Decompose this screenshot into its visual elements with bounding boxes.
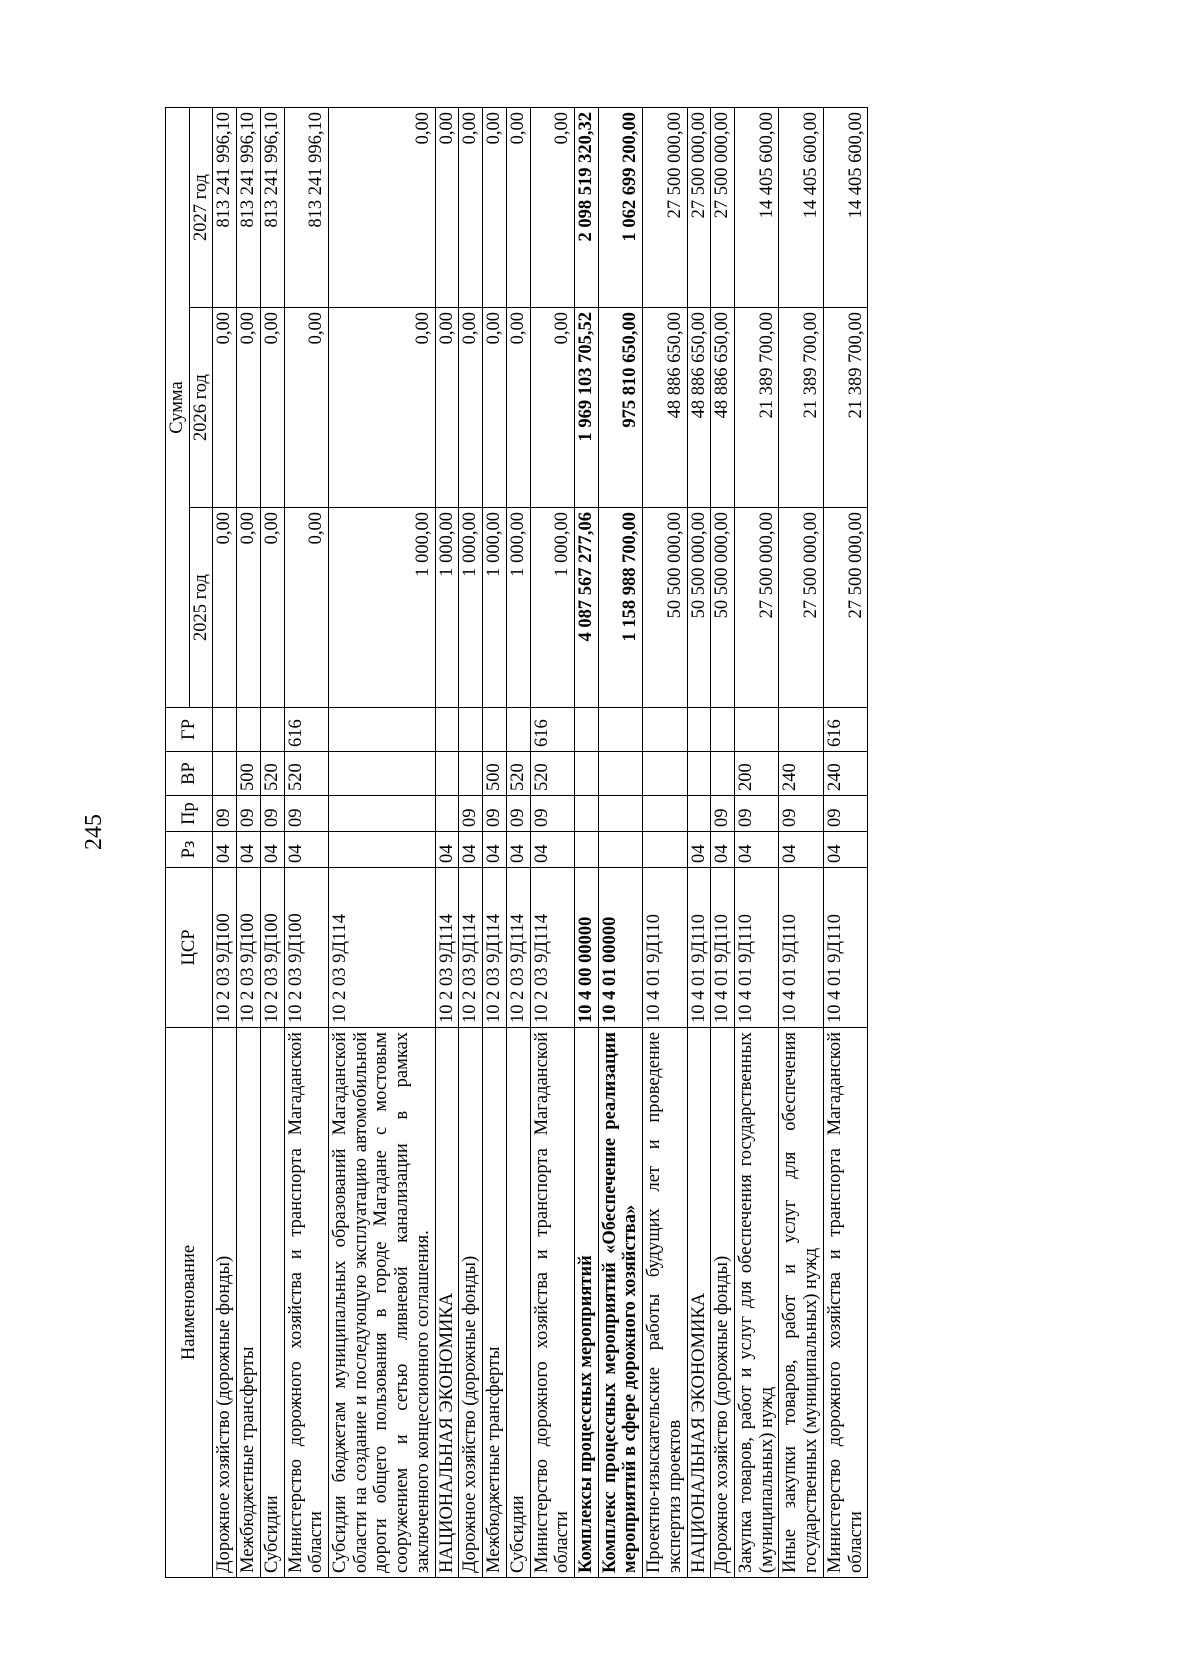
header-csr: ЦСР [166,868,213,1028]
table-row [711,107,735,1577]
cell-name: Комплекс процессных мероприятий «Обеспечение реализации мероприятий в сфере дорожного хозяйства» [598,1028,642,1578]
table-row [435,107,459,1577]
cell-gr [506,708,530,752]
cell-pr [329,796,436,832]
budget-table-frame [165,108,1090,1578]
cell-vr [459,752,483,796]
cell-y2027: 14 405 600,00 [823,107,867,307]
table-row [329,107,436,1577]
cell-name: Субсидии [260,1028,284,1578]
cell-name: Дорожное хозяйство (дорожные фонды) [711,1028,735,1578]
cell-gr [483,708,507,752]
cell-gr [260,708,284,752]
cell-y2026: 0,00 [483,308,507,508]
cell-name: Субсидии [506,1028,530,1578]
cell-y2026: 975 810 650,00 [598,308,642,508]
cell-gr: 616 [530,708,574,752]
cell-csr: 10 4 01 00000 [598,868,642,1028]
cell-rz: 04 [779,832,823,868]
cell-y2027: 813 241 996,10 [237,107,261,307]
cell-gr [643,708,687,752]
cell-vr: 520 [506,752,530,796]
cell-csr: 10 2 03 9Д100 [284,868,328,1028]
cell-vr [711,752,735,796]
cell-y2026: 0,00 [435,308,459,508]
cell-y2026: 21 389 700,00 [823,308,867,508]
cell-name: Дорожное хозяйство (дорожные фонды) [459,1028,483,1578]
cell-rz [574,832,598,868]
header-gr: ГР [166,708,213,752]
cell-y2025: 0,00 [213,508,237,708]
cell-pr: 09 [530,796,574,832]
cell-gr [329,708,436,752]
table-row [643,107,687,1577]
cell-y2026: 1 969 103 705,52 [574,308,598,508]
header-2026: 2026 год [189,308,213,508]
cell-pr: 09 [260,796,284,832]
cell-y2025: 1 158 988 700,00 [598,508,642,708]
cell-gr: 616 [823,708,867,752]
header-pr: Пр [166,796,213,832]
cell-gr [779,708,823,752]
cell-y2027: 813 241 996,10 [213,107,237,307]
table-row [823,107,867,1577]
cell-y2026: 48 886 650,00 [687,308,711,508]
cell-vr: 520 [284,752,328,796]
cell-vr: 200 [734,752,778,796]
cell-csr: 10 2 03 9Д114 [435,868,459,1028]
cell-y2027: 0,00 [459,107,483,307]
cell-gr: 616 [284,708,328,752]
cell-y2026: 0,00 [260,308,284,508]
cell-gr [237,708,261,752]
cell-csr: 10 4 00 00000 [574,868,598,1028]
cell-name: Межбюджетные трансферты [483,1028,507,1578]
cell-csr: 10 2 03 9Д114 [483,868,507,1028]
cell-rz [643,832,687,868]
table-row [213,107,237,1577]
cell-y2025: 50 500 000,00 [687,508,711,708]
cell-y2027: 813 241 996,10 [284,107,328,307]
cell-y2025: 1 000,00 [435,508,459,708]
cell-pr: 09 [237,796,261,832]
cell-rz: 04 [213,832,237,868]
cell-rz: 04 [237,832,261,868]
cell-csr: 10 2 03 9Д114 [530,868,574,1028]
cell-y2027: 27 500 000,00 [711,107,735,307]
cell-vr [598,752,642,796]
cell-rz: 04 [711,832,735,868]
table-body [213,107,868,1577]
cell-y2026: 21 389 700,00 [779,308,823,508]
cell-gr [213,708,237,752]
cell-name: Субсидии бюджетам муниципальных образований Магаданской области на создание и последующую эксплуатацию автомобильной дороги общего пользования в городе Магадане с мостовым сооружением и сетью ливневой канализации в рамках заключенного концессионного соглашения. [329,1028,436,1578]
cell-gr [598,708,642,752]
cell-name: Дорожное хозяйство (дорожные фонды) [213,1028,237,1578]
table-header [166,107,213,1577]
cell-pr [598,796,642,832]
cell-y2026: 0,00 [530,308,574,508]
cell-rz: 04 [459,832,483,868]
cell-csr: 10 4 01 9Д110 [779,868,823,1028]
table-row [687,107,711,1577]
cell-y2027: 0,00 [530,107,574,307]
cell-pr [574,796,598,832]
cell-pr [435,796,459,832]
cell-pr: 09 [779,796,823,832]
cell-y2027: 27 500 000,00 [643,107,687,307]
cell-pr: 09 [483,796,507,832]
cell-csr: 10 2 03 9Д100 [237,868,261,1028]
page-number: 245 [81,814,107,850]
cell-pr: 09 [734,796,778,832]
table-row [284,107,328,1577]
cell-vr [643,752,687,796]
cell-pr: 09 [459,796,483,832]
cell-y2026: 48 886 650,00 [711,308,735,508]
cell-y2025: 1 000,00 [329,508,436,708]
cell-rz: 04 [260,832,284,868]
cell-y2025: 1 000,00 [459,508,483,708]
cell-csr: 10 4 01 9Д110 [823,868,867,1028]
cell-y2027: 0,00 [483,107,507,307]
table-row [260,107,284,1577]
cell-y2025: 0,00 [260,508,284,708]
header-sum: Сумма [166,107,190,707]
cell-csr: 10 4 01 9Д110 [711,868,735,1028]
cell-y2025: 50 500 000,00 [643,508,687,708]
cell-y2026: 0,00 [237,308,261,508]
cell-rz: 04 [687,832,711,868]
cell-pr: 09 [506,796,530,832]
cell-gr [734,708,778,752]
cell-y2027: 813 241 996,10 [260,107,284,307]
header-rz: Рз [166,832,213,868]
cell-y2027: 0,00 [329,107,436,307]
header-vr: ВР [166,752,213,796]
cell-gr [459,708,483,752]
cell-vr [687,752,711,796]
cell-vr [213,752,237,796]
cell-vr [574,752,598,796]
cell-y2026: 21 389 700,00 [734,308,778,508]
budget-table [165,107,868,1578]
cell-csr: 10 2 03 9Д114 [329,868,436,1028]
cell-rz: 04 [530,832,574,868]
cell-y2025: 0,00 [284,508,328,708]
cell-y2027: 2 098 519 320,32 [574,107,598,307]
table-row [483,107,507,1577]
cell-vr: 500 [237,752,261,796]
cell-vr [329,752,436,796]
cell-y2025: 27 500 000,00 [779,508,823,708]
cell-csr: 10 2 03 9Д100 [260,868,284,1028]
cell-y2025: 27 500 000,00 [823,508,867,708]
cell-csr: 10 2 03 9Д100 [213,868,237,1028]
cell-pr: 09 [711,796,735,832]
cell-y2025: 1 000,00 [483,508,507,708]
cell-rz: 04 [483,832,507,868]
table-row [530,107,574,1577]
cell-name: Министерство дорожного хозяйства и транспорта Магаданской области [284,1028,328,1578]
cell-name: Комплексы процессных мероприятий [574,1028,598,1578]
cell-y2026: 0,00 [506,308,530,508]
table-row [734,107,778,1577]
cell-rz: 04 [734,832,778,868]
cell-y2025: 4 087 567 277,06 [574,508,598,708]
cell-rz: 04 [435,832,459,868]
cell-y2025: 1 000,00 [506,508,530,708]
cell-y2027: 14 405 600,00 [779,107,823,307]
cell-gr [435,708,459,752]
cell-y2026: 48 886 650,00 [643,308,687,508]
cell-y2026: 0,00 [329,308,436,508]
table-row [506,107,530,1577]
cell-name: НАЦИОНАЛЬНАЯ ЭКОНОМИКА [687,1028,711,1578]
cell-gr [687,708,711,752]
table-row [779,107,823,1577]
header-name: Наименование [166,1028,213,1578]
cell-y2026: 0,00 [213,308,237,508]
table-row [574,107,598,1577]
cell-name: Министерство дорожного хозяйства и транспорта Магаданской области [530,1028,574,1578]
cell-y2025: 50 500 000,00 [711,508,735,708]
cell-y2027: 0,00 [506,107,530,307]
cell-y2025: 0,00 [237,508,261,708]
cell-y2025: 27 500 000,00 [734,508,778,708]
cell-vr: 240 [779,752,823,796]
cell-y2027: 0,00 [435,107,459,307]
table-row [459,107,483,1577]
cell-name: Закупка товаров, работ и услуг для обеспечения государственных (муниципальных) нужд [734,1028,778,1578]
header-2027: 2027 год [189,107,213,307]
cell-csr: 10 4 01 9Д110 [734,868,778,1028]
cell-y2026: 0,00 [284,308,328,508]
header-2025: 2025 год [189,508,213,708]
cell-gr [711,708,735,752]
cell-name: НАЦИОНАЛЬНАЯ ЭКОНОМИКА [435,1028,459,1578]
cell-name: Министерство дорожного хозяйства и транспорта Магаданской области [823,1028,867,1578]
cell-pr [687,796,711,832]
cell-csr: 10 4 01 9Д110 [643,868,687,1028]
cell-name: Иные закупки товаров, работ и услуг для обеспечения государственных (муниципальных) нужд [779,1028,823,1578]
cell-pr: 09 [284,796,328,832]
cell-pr: 09 [823,796,867,832]
cell-y2026: 0,00 [459,308,483,508]
cell-y2025: 1 000,00 [530,508,574,708]
cell-pr [643,796,687,832]
cell-name: Проектно-изыскательские работы будущих лет и проведение экспертиз проектов [643,1028,687,1578]
cell-csr: 10 2 03 9Д114 [506,868,530,1028]
cell-y2027: 27 500 000,00 [687,107,711,307]
cell-rz [329,832,436,868]
cell-csr: 10 2 03 9Д114 [459,868,483,1028]
table-row [237,107,261,1577]
cell-y2027: 1 062 699 200,00 [598,107,642,307]
cell-gr [574,708,598,752]
cell-csr: 10 4 01 9Д110 [687,868,711,1028]
cell-y2027: 14 405 600,00 [734,107,778,307]
table-row [598,107,642,1577]
cell-rz [598,832,642,868]
cell-rz: 04 [284,832,328,868]
cell-vr: 520 [260,752,284,796]
cell-pr: 09 [213,796,237,832]
cell-vr: 520 [530,752,574,796]
cell-rz: 04 [823,832,867,868]
cell-vr: 240 [823,752,867,796]
cell-name: Межбюджетные трансферты [237,1028,261,1578]
cell-rz: 04 [506,832,530,868]
cell-vr: 500 [483,752,507,796]
cell-vr [435,752,459,796]
